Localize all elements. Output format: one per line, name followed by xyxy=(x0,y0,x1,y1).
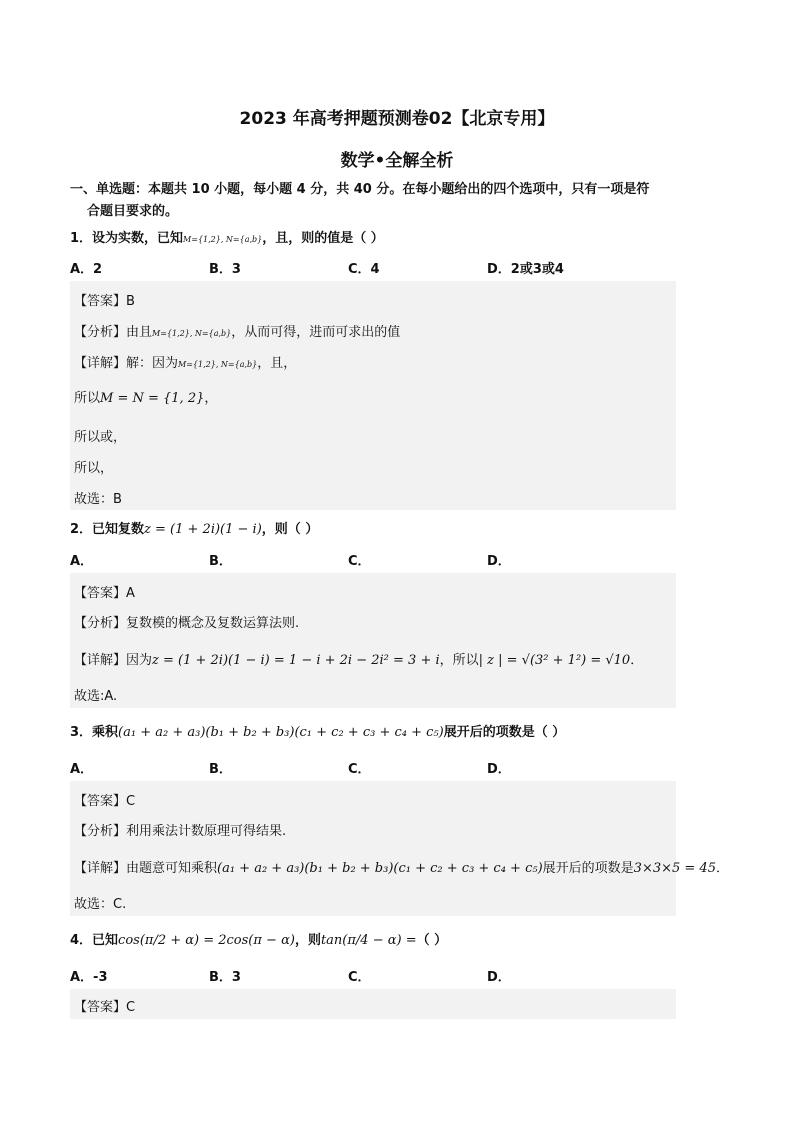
detail-text-end: ． xyxy=(715,861,729,876)
section-heading-line2: 合题目要求的。 xyxy=(87,204,179,219)
option-a: A．-3 xyxy=(70,970,108,985)
option-b: B．3 xyxy=(209,970,241,985)
question-1-answer-box xyxy=(70,281,676,510)
question-3-answer-box xyxy=(70,781,729,916)
question-2-options xyxy=(70,550,680,568)
question-3-options xyxy=(70,758,680,776)
section-heading xyxy=(70,179,680,223)
detail-math-2: 3×3×5 = 45 xyxy=(633,861,716,876)
question-4-options xyxy=(70,966,680,984)
question-2-text-end: ，则（ ） xyxy=(261,522,319,537)
page-title: 2023 年高考押题预测卷02【北京专用】 xyxy=(239,109,555,129)
detail-line-b: 所以或， xyxy=(74,430,127,445)
detail-a-text: 所以 xyxy=(74,391,101,406)
analysis-line xyxy=(74,321,400,340)
detail-text-end: ，且， xyxy=(257,356,297,371)
question-2-math: z = (1 + 2i)(1 − i) xyxy=(144,522,262,537)
detail-text: 【详解】解：因为 xyxy=(74,356,179,371)
question-4-text-end: （ ） xyxy=(416,933,448,948)
option-c: C． xyxy=(348,762,371,777)
detail-text-end: ． xyxy=(630,653,644,668)
question-1-text: 1．设为实数，已知 xyxy=(70,231,184,246)
option-d: D．2或3或4 xyxy=(487,262,564,277)
option-b: B． xyxy=(209,762,232,777)
page-subtitle: 数学•全解全析 xyxy=(340,151,454,171)
option-a: A． xyxy=(70,554,94,569)
option-b: B．3 xyxy=(209,262,241,277)
question-4-math: cos(π/2 + α) = 2cos(π − α) xyxy=(118,933,295,948)
analysis-text: 【分析】由且 xyxy=(74,325,153,340)
detail-math: (a₁ + a₂ + a₃)(b₁ + b₂ + b₃)(c₁ + c₂ + c₃ + c₄ + c₅) xyxy=(217,861,543,876)
option-d: D． xyxy=(487,970,511,985)
question-1-stem xyxy=(70,227,384,246)
detail-a-end: ， xyxy=(204,391,218,406)
question-3-text: 3．乘积 xyxy=(70,725,119,740)
question-4-text: 4．已知 xyxy=(70,933,119,948)
question-4-answer-box xyxy=(70,989,676,1019)
option-c: C．4 xyxy=(348,262,380,277)
question-4-text-mid: ，则 xyxy=(294,933,321,948)
answer-label: 【答案】C xyxy=(74,794,136,809)
question-2-answer-box xyxy=(70,573,676,708)
analysis-math: M={1,2}, N={a,b} xyxy=(152,329,232,338)
detail-line xyxy=(74,352,296,371)
detail-text: 【详解】由题意可知乘积 xyxy=(74,861,218,876)
detail-text-mid: ，所以 xyxy=(439,653,479,668)
option-d: D． xyxy=(487,762,511,777)
detail-line-c: 所以， xyxy=(74,461,114,476)
question-3-stem xyxy=(70,721,565,740)
analysis-text-end: ，从而可得，进而可求出的值 xyxy=(231,325,401,340)
question-3-text-end: 展开后的项数是（ ） xyxy=(443,725,566,740)
option-a: A． xyxy=(70,762,94,777)
question-1-text-end: ，且，则的值是（ ） xyxy=(262,231,384,246)
question-1-math: M={1,2}, N={a,b} xyxy=(183,235,263,244)
detail-a-math: M = N = {1, 2} xyxy=(100,391,205,406)
answer-label: 【答案】B xyxy=(74,294,135,309)
choose-line: 故选：C. xyxy=(74,897,127,912)
question-1-options xyxy=(70,258,680,276)
detail-math: z = (1 + 2i)(1 − i) = 1 − i + 2i − 2i² = 3 + i xyxy=(152,653,440,668)
question-4-math-2: tan(π/4 − α) = xyxy=(320,933,417,948)
option-d: D． xyxy=(487,554,511,569)
detail-line xyxy=(74,857,729,876)
detail-text-mid: 展开后的项数是 xyxy=(542,861,634,876)
detail-line xyxy=(74,649,643,668)
section-heading-line1: 一、单选题：本题共 10 小题，每小题 4 分，共 40 分。在每小题给出的四个选项中，只有一项是符 xyxy=(70,182,650,197)
detail-text: 【详解】因为 xyxy=(74,653,153,668)
question-2-text: 2．已知复数 xyxy=(70,522,145,537)
answer-label: 【答案】A xyxy=(74,586,135,601)
analysis-line: 【分析】利用乘法计数原理可得结果. xyxy=(74,824,287,839)
detail-line-a xyxy=(74,387,217,406)
choose-line: 故选:A. xyxy=(74,689,118,704)
question-4-stem xyxy=(70,929,447,948)
question-2-stem xyxy=(70,518,318,537)
detail-math-2: | z | = √(3² + 1²) = √10 xyxy=(478,653,631,668)
detail-math: M={1,2}, N={a,b} xyxy=(178,360,258,369)
analysis-line: 【分析】复数模的概念及复数运算法则. xyxy=(74,616,300,631)
option-c: C． xyxy=(348,554,371,569)
option-b: B． xyxy=(209,554,232,569)
option-a: A．2 xyxy=(70,262,103,277)
question-3-math: (a₁ + a₂ + a₃)(b₁ + b₂ + b₃)(c₁ + c₂ + c₃ + c₄ + c₅) xyxy=(118,725,444,740)
choose-line: 故选：B xyxy=(74,492,122,507)
option-c: C． xyxy=(348,970,371,985)
answer-label: 【答案】C xyxy=(74,1000,136,1015)
